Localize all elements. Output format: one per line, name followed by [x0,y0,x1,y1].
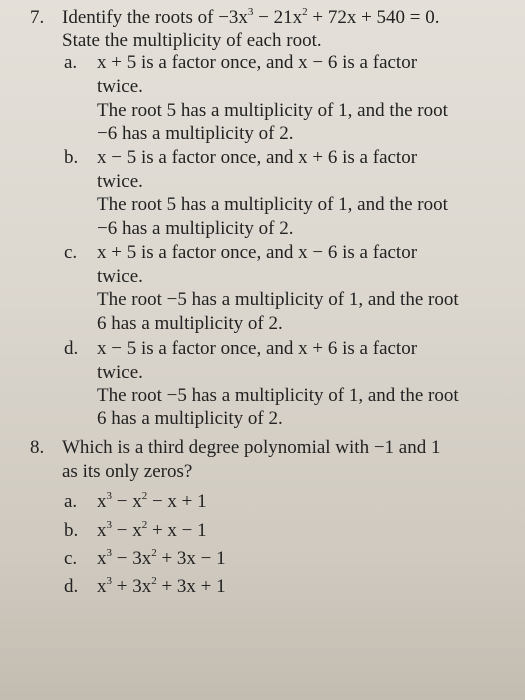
option-polynomial: $x^3 - x^2 + x - 1$ [97,519,207,541]
option-polynomial: $x^3 + 3x^2 + 3x + 1$ [97,575,226,597]
option-text: x + 5 is a factor once, and x − 6 is a factor [97,242,418,263]
option-text: x + 5 is a factor once, and x − 6 is a factor [97,52,418,73]
option-letter: d. [64,338,79,359]
option-text: The root −5 has a multiplicity of 1, and the root [97,385,459,406]
option-letter: a. [64,52,78,73]
option-letter: d. [64,576,79,597]
question-stem-line1: Which is a third degree polynomial with −1 and 1 [62,437,441,458]
option-text: The root 5 has a multiplicity of 1, and the root [97,194,448,215]
question-stem-line2: State the multiplicity of each root. [62,30,322,51]
option-text: The root −5 has a multiplicity of 1, and the root [97,289,459,310]
question-stem-line2: as its only zeros? [62,461,193,482]
option-text: x − 5 is a factor once, and x + 6 is a factor [97,338,418,359]
question-stem-line1: Identify the roots of $-3x^3 - 21x^2 + 72x + 540 = 0$. [62,6,440,28]
option-text: x − 5 is a factor once, and x + 6 is a factor [97,147,418,168]
option-text: −6 has a multiplicity of 2. [97,123,294,144]
question-number: 7. [30,7,45,28]
option-text: twice. [97,171,143,192]
option-polynomial: $x^3 - 3x^2 + 3x - 1$ [97,547,226,569]
option-letter: c. [64,242,78,263]
option-polynomial: $x^3 - x^2 - x + 1$ [97,490,207,512]
option-text: twice. [97,266,143,287]
option-text: twice. [97,76,143,97]
option-letter: b. [64,147,79,168]
option-text: 6 has a multiplicity of 2. [97,313,283,334]
option-text: twice. [97,362,143,383]
option-letter: c. [64,548,78,569]
option-text: The root 5 has a multiplicity of 1, and the root [97,100,448,121]
option-letter: b. [64,520,79,541]
option-letter: a. [64,491,78,512]
option-text: 6 has a multiplicity of 2. [97,408,283,429]
question-number: 8. [30,437,45,458]
option-text: −6 has a multiplicity of 2. [97,218,294,239]
